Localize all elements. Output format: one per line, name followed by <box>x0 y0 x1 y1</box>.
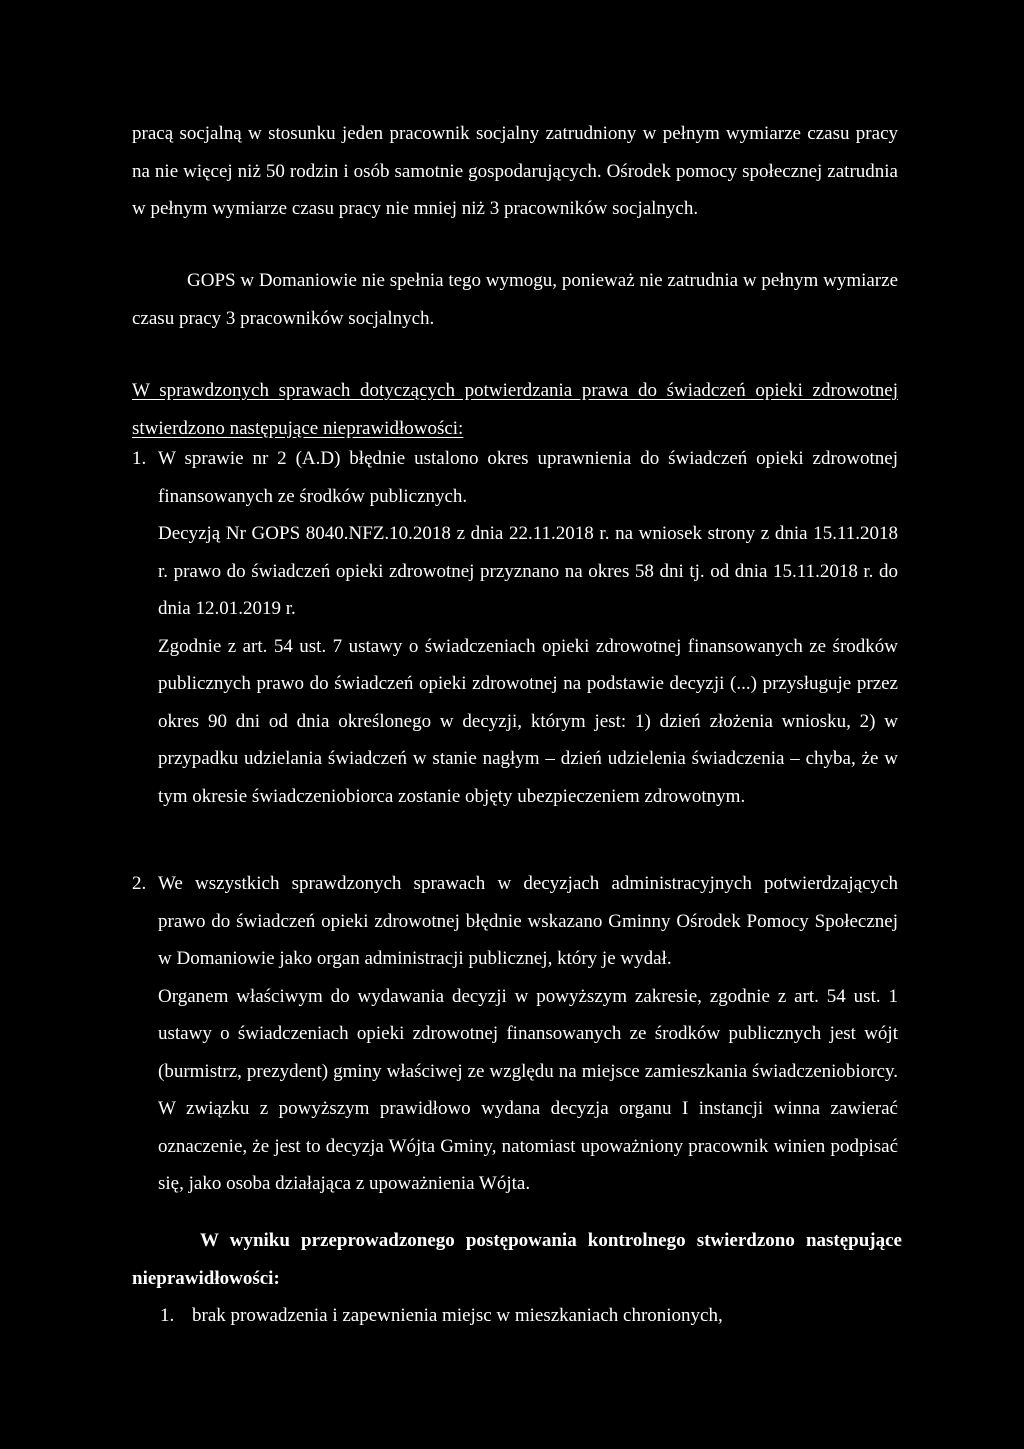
results-list-item-number: 1. <box>160 1305 175 1326</box>
results-list-item-text: brak prowadzenia i zapewnienia miejsc w mieszkaniach chronionych, <box>192 1305 723 1326</box>
finding-item-2-number: 2. <box>132 873 147 894</box>
gops-compliance-paragraph: GOPS w Domaniowie nie spełnia tego wymogu, ponieważ nie zatrudnia w pełnym wymiarze czasu pracy 3 pracowników socjalnych. <box>132 270 898 329</box>
results-list <box>160 1297 900 1335</box>
section-heading: W sprawdzonych sprawach dotyczących potwierdzania prawa do świadczeń opieki zdrowotnej stwierdzono następujące nieprawidłowości: <box>132 380 898 439</box>
results-list-item <box>160 1297 900 1335</box>
finding-item-1 <box>132 440 898 815</box>
intro-paragraph: pracą socjalną w stosunku jeden pracownik socjalny zatrudniony w pełnym wymiarze czasu pracy na nie więcej niż 50 rodzin i osób samotnie gospodarujących. Ośrodek pomocy społecznej zatrudnia w pełnym wymiarze czasu pracy nie mniej niż 3 pracowników socjalnych. <box>132 123 898 219</box>
finding-item-2-legal-basis: Organem właściwym do wydawania decyzji w powyższym zakresie, zgodnie z art. 54 ust. 1 ustawy o świadczeniach opieki zdrowotnej finansowanych ze środków publicznych jest wójt (burmistrz, prezydent) gminy właściwej ze względu na miejsce zamieszkania świadczeniobiorcy. W związku z powyższym prawidłowo wydana decyzja organu I instancji winna zawierać oznaczenie, że jest to decyzja Wójta Gminy, natomiast upoważniony pracownik winien podpisać się, jako osoba działająca z upoważnienia Wójta. <box>158 985 898 1194</box>
finding-item-1-number: 1. <box>132 448 147 469</box>
finding-item-1-decision: Decyzją Nr GOPS 8040.NFZ.10.2018 z dnia 22.11.2018 r. na wniosek strony z dnia 15.11.2018 r. prawo do świadczeń opieki zdrowotnej przyznano na okres 58 dni tj. od dnia 15.11.2018 r. do dnia 12.01.2019 r. <box>158 523 898 619</box>
finding-item-1-legal-basis: Zgodnie z art. 54 ust. 7 ustawy o świadczeniach opieki zdrowotnej finansowanych ze środków publicznych prawo do świadczeń opieki zdrowotnej na podstawie decyzji (...) przysługuje przez okres 90 dni od dnia określonego w decyzji, którym jest: 1) dzień złożenia wniosku, 2) w przypadku udzielania świadczeń w stanie nagłym – dzień udzielenia świadczenia – chyba, że w tym okresie świadczeniobiorca zostanie objęty ubezpieczeniem zdrowotnym. <box>158 635 898 807</box>
finding-item-1-text: W sprawie nr 2 (A.D) błędnie ustalono okres uprawnienia do świadczeń opieki zdrowotnej finansowanych ze środków publicznych. <box>158 448 898 507</box>
finding-item-2-text: We wszystkich sprawdzonych sprawach w decyzjach administracyjnych potwierdzających prawo do świadczeń opieki zdrowotnej błędnie wskazano Gminny Ośrodek Pomocy Społecznej w Domaniowie jako organ administracji publicznej, który je wydał. <box>158 873 898 969</box>
finding-item-2 <box>132 865 898 1203</box>
results-heading: W wyniku przeprowadzonego postępowania kontrolnego stwierdzono następujące nieprawidłowości: <box>132 1230 902 1289</box>
